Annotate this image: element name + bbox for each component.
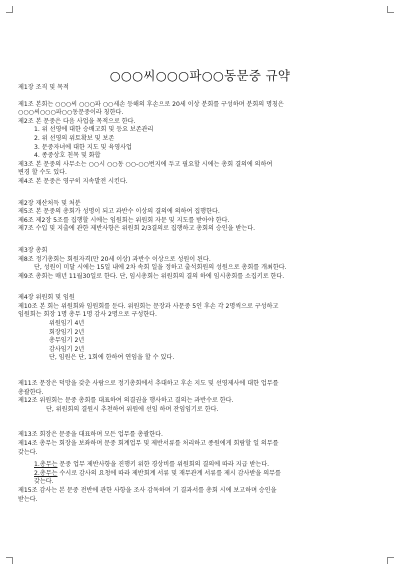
purpose-item-3: 3. 문중자녀에 대한 지도 및 육영사업 [34,143,132,151]
term-auditor: 감사임기 2년 [49,345,85,353]
purpose-item-4: 4. 종중상호 친목 및 화합 [34,152,101,160]
corner-mark-top-right [387,6,394,13]
article-7: 제7조 수입 및 지출에 관한 제반사항은 위원회 2/3결의로 집행하고 총회의 승인을 받는다. [18,225,256,233]
article-11-line-2: 총괄한다. [18,388,44,396]
chapter-3-heading: 제3장 총회 [18,246,48,254]
article-14-line-2: 갖는다. [18,448,38,456]
article-6: 제6조 제2장 5조를 집행할 시에는 임원회는 위원회 자문 및 지도를 받아야 한다. [18,216,230,224]
sub-2-text: 수시로 감사의 요청에 따라 제반회계 서류 및 재무관계 서류를 제시 감사받을 의무를 [57,469,281,477]
article-15-line-2: 받는다. [18,495,38,503]
article-3-line-2: 변경 할 수도 있다. [18,169,67,177]
article-11-line-1: 제11조 문장은 덕망을 갖춘 사람으로 정기총회에서 추대하고 후손 지도 및 선영제사에 대한 업무를 [18,380,279,388]
sub-2-label: 2.총무는 [34,469,58,477]
corner-mark-top-left [6,6,13,13]
chapter-1-heading: 제1장 조직 및 목적 [18,84,69,91]
article-14-sub-2 [18,470,380,479]
article-12-line-2: 단, 위원회의 결원시 추천하여 위원에 선임 하며 잔임임기로 한다. [46,405,219,413]
article-8-line-1: 제8조 정기총회는 회원자격(만 20세 이상) 과반수 이상으로 성원이 된다. [18,255,211,263]
article-1-line-2: ○○○씨○○○파○○동문중이라 칭한다. [18,109,124,117]
chapter-2-heading: 제2장 재산처득 및 처분 [18,199,81,207]
term-committee: 위원임기 4년 [49,320,85,328]
article-2: 제2조 본 문중은 다음 사업을 목적으로 한다. [18,117,136,125]
chapter-4-heading: 제4장 위원회 및 임원 [18,294,75,302]
article-9: 제9조 총회는 매년 11월30일로 한다. 단, 임시총회는 위원회의 결의 하에 임시총회를 소집키로 한다. [18,272,285,280]
purpose-item-2: 2. 위 선영의 위토확보 및 보존 [34,134,115,142]
sub-1-text: 문중 업무 제반사항을 진행키 위한 경상비를 위원회의 결의에 따라 지급 받는다. [57,461,270,469]
article-13: 제13조 회장은 문중을 대표하며 모든 업무를 총괄한다. [18,431,163,439]
term-note: 단, 임원은 단, 1회에 한하여 연임을 할 수 있다. [49,354,175,362]
article-10-line-1: 제10조 본 회는 위원회와 임원회를 둔다. 위원회는 문장과 사문중 5인 후손 각 2명씩으로 구성하고 [18,302,279,310]
corner-mark-bottom-right [387,557,394,564]
purpose-item-1: 1. 위 선영에 대한 승배고회 및 등요 보존관리 [34,126,154,134]
document-body [18,84,380,504]
article-3-line-1: 제3조 본 문중의 사무소는 ○○시 ○○동 ○○-○○번지에 두고 필요할 시에는 총회 결의에 의하여 [18,160,273,168]
article-1-line-1: 제1조 본회는 ○○○씨 ○○○파 ○○세손 등해의 후손으로 20세 이상 분회를 구성하며 분회의 명칭은 [18,100,284,108]
term-secretary: 총무임기 2년 [49,337,85,345]
article-8-line-2: 단, 성원이 미달 시에는 15일 내에 2차 속회 일을 정하고 출석회원의 성원으로 총회를 개최한다. [34,264,287,272]
article-12-line-1: 제12조 위원회는 문중 총회를 대표하여 의결권을 행사하고 결의는 과반수로 한다. [18,397,234,405]
article-15-line-1: 제15조 감사는 본 문중 전반에 관한 사항을 조사 감독하며 기 결과서를 총회 시에 보고하며 승인을 [18,486,277,494]
corner-mark-bottom-left [6,557,13,564]
article-14-sub-1 [18,461,380,470]
article-14-sub-2-line-2: 갖는다. [34,478,54,486]
article-14-line-1: 제14조 총무는 회장을 보좌하며 문중 회계업무 및 제반서류를 처리하고 종원에게 회람할 일 의무를 [18,440,279,447]
article-5: 제5조 본 문중의 총회가 성명이 되고 과반수 이상의 결의에 의하여 집행한다. [18,208,220,216]
document-title: ○○○씨○○○파○○동문중 규약 [109,68,291,83]
article-10-line-2: 임원회는 회장 1명 총무 1명 감사 2명으로 구성한다. [18,311,157,319]
sub-1-label: 1.총무는 [34,461,58,469]
term-chair: 회장임기 2년 [49,328,85,336]
article-4: 제4조 본 문중은 영구히 지속발전 시킨다. [18,177,128,185]
